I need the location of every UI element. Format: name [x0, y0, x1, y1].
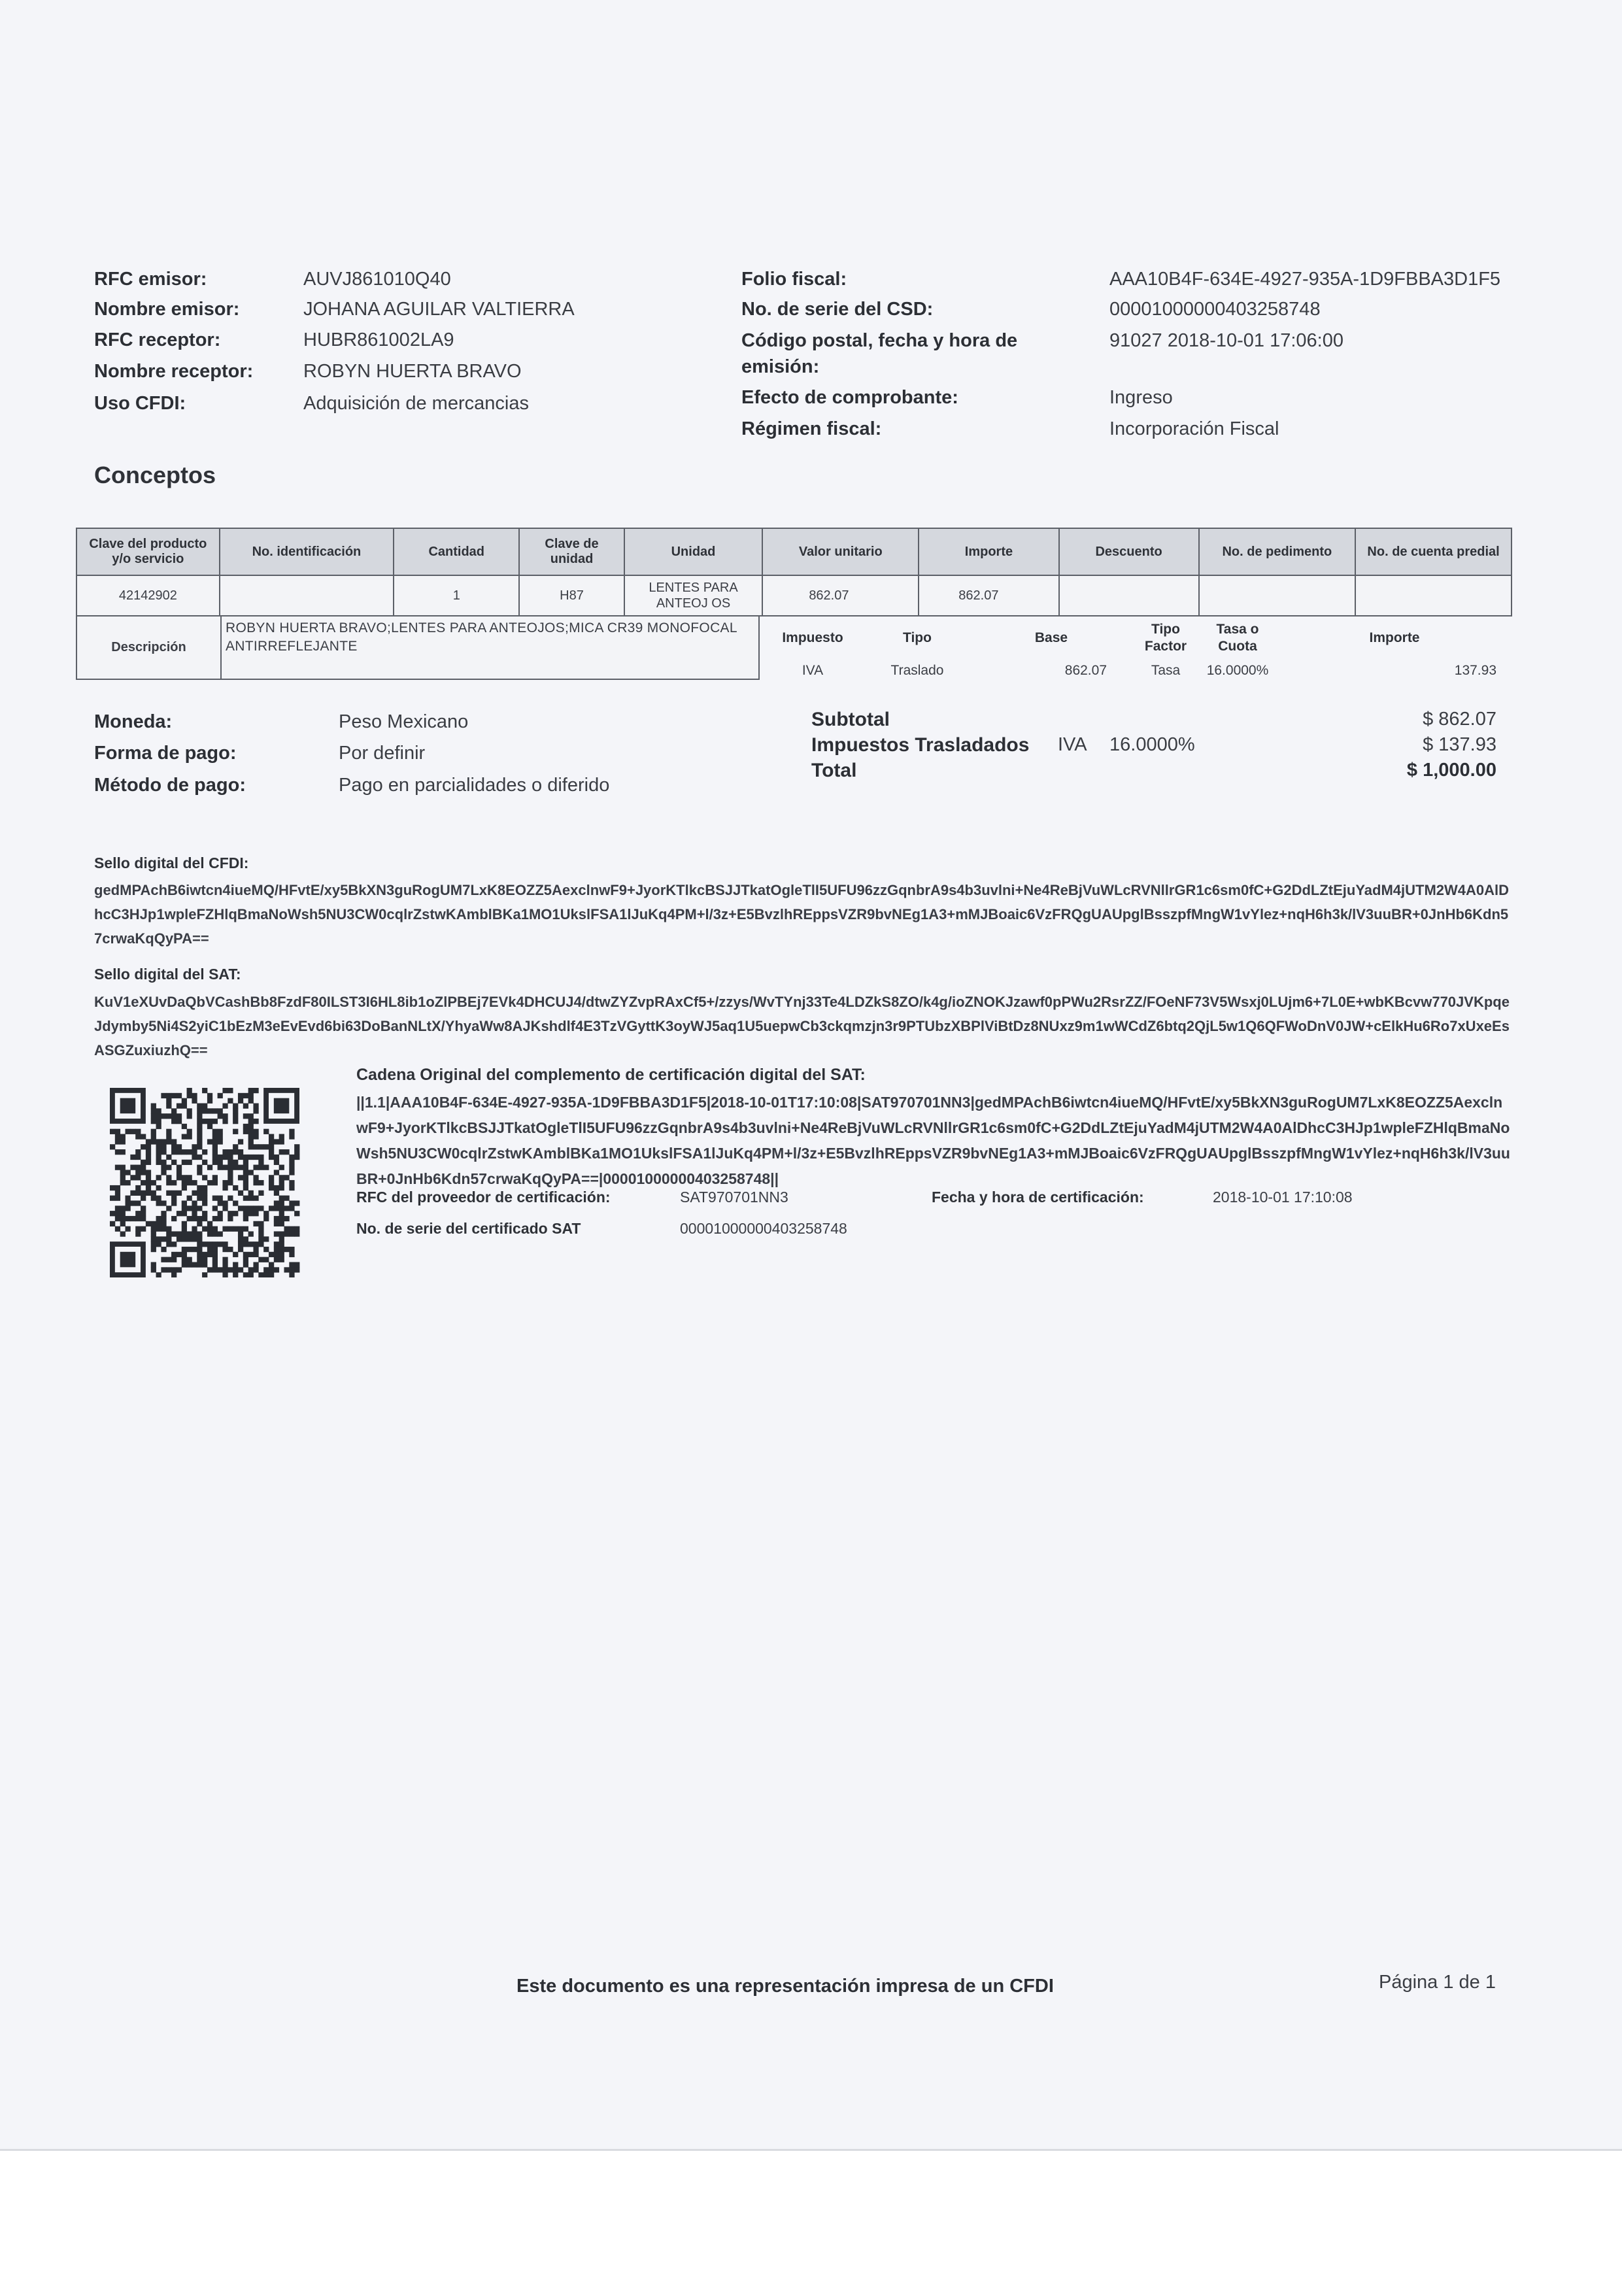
impuestos-table	[760, 618, 1512, 684]
total-label: Total	[811, 760, 857, 781]
qr-code-image	[110, 1088, 302, 1277]
th-descuento: Descuento	[1059, 528, 1199, 575]
scan-bottom-edge	[0, 2149, 1622, 2296]
th-clave-unidad: Clave de unidad	[519, 528, 624, 575]
impuestos-value: $ 137.93	[1423, 734, 1496, 755]
moneda-value: Peso Mexicano	[339, 711, 469, 732]
rfc-receptor-value: HUBR861002LA9	[303, 329, 454, 350]
descripcion-table	[76, 615, 760, 680]
sello-sat-label: Sello digital del SAT:	[94, 966, 241, 983]
nombre-receptor-value: ROBYN HUERTA BRAVO	[303, 361, 522, 382]
rfc-emisor-value: AUVJ861010Q40	[303, 269, 451, 290]
serie-sat-value: 00001000000403258748	[680, 1220, 847, 1237]
sello-cfdi-value: gedMPAchB6iwtcn4iueMQ/HFvtE/xy5BkXN3guRogUM7LxK8EOZZ5AexclnwF9+JyorKTlkcBSJJTkatOgleTlI5UFU96zzGqnbrA9s4b3uvlni+Ne4ReBjVuWLcRVNllrGR1c6sm0fC+G2DdLZtEjuYadM4jUTM2W4A0AlDhcC3HJp1wpleFZHlqBmaNoWsh5NU3CW0cqlrZstwKAmblBKa1MO1UkslFSA1lJuKq4PM+l/3z+E5BvzlhREppsVZR9bvNEg1A3+mMJBoaic6VzFRQgUAUpglBsszpfMngW1vYlez+nqH6h3k/lV3uuBR+0JnHb6Kdn57crwaKqQyPA==	[94, 882, 1510, 947]
impuestos-trasladados-label: Impuestos Trasladados	[811, 734, 1030, 756]
cell-no-pedimento	[1199, 575, 1356, 616]
th-cantidad: Cantidad	[394, 528, 519, 575]
tax-tasa: 16.0000%	[1206, 663, 1269, 678]
metodo-pago-label: Método de pago:	[94, 775, 246, 796]
nombre-receptor-label: Nombre receptor:	[94, 361, 254, 382]
descripcion-label: Descripción	[76, 616, 221, 679]
nombre-emisor-value: JOHANA AGUILAR VALTIERRA	[303, 299, 575, 320]
rfc-proveedor-value: SAT970701NN3	[680, 1189, 788, 1206]
cell-importe: 862.07	[919, 575, 1058, 616]
tax-th-base: Base	[1034, 630, 1068, 645]
tax-th-importe: Importe	[1369, 630, 1420, 645]
cell-clave-producto: 42142902	[76, 575, 220, 616]
qr-code-graphic	[110, 1088, 302, 1277]
table-row	[760, 658, 1512, 684]
efecto-value: Ingreso	[1109, 387, 1173, 408]
fecha-certificacion-label: Fecha y hora de certificación:	[932, 1189, 1144, 1206]
metodo-pago-value: Pago en parcialidades o diferido	[339, 775, 610, 796]
th-no-identificacion: No. identificación	[220, 528, 394, 575]
cell-unidad: LENTES PARA ANTEOJ OS	[624, 575, 763, 616]
uso-cfdi-value: Adquisición de mercancias	[303, 393, 529, 414]
subtotal-value: $ 862.07	[1423, 709, 1496, 730]
fecha-certificacion-value: 2018-10-01 17:10:08	[1213, 1189, 1353, 1206]
cell-descuento	[1059, 575, 1199, 616]
folio-fiscal-label: Folio fiscal:	[741, 269, 847, 290]
tax-base: 862.07	[1064, 663, 1107, 678]
tax-th-tipo-factor: Tipo Factor	[1144, 622, 1187, 654]
th-no-pedimento: No. de pedimento	[1199, 528, 1356, 575]
faint-watermark	[713, 20, 730, 92]
conceptos-table	[76, 528, 1512, 616]
tax-impuesto: IVA	[802, 663, 824, 678]
cadena-original-label: Cadena Original del complemento de certificación digital del SAT:	[356, 1066, 866, 1084]
cell-no-identificacion	[220, 575, 394, 616]
cell-valor-unitario: 862.07	[762, 575, 919, 616]
cp-fecha-label-2: emisión:	[741, 356, 820, 377]
folio-fiscal-value: AAA10B4F-634E-4927-935A-1D9FBBA3D1F5	[1109, 269, 1501, 290]
th-valor-unitario: Valor unitario	[762, 528, 919, 575]
impuestos-tasa: 16.0000%	[1109, 734, 1195, 755]
total-value: $ 1,000.00	[1406, 760, 1496, 781]
tax-th-tasa-cuota: Tasa o Cuota	[1216, 622, 1259, 654]
efecto-label: Efecto de comprobante:	[741, 387, 958, 408]
conceptos-title: Conceptos	[94, 462, 216, 488]
uso-cfdi-label: Uso CFDI:	[94, 393, 186, 414]
descripcion-value: ROBYN HUERTA BRAVO;LENTES PARA ANTEOJOS;MICA CR39 MONOFOCAL ANTIRREFLEJANTE	[221, 616, 759, 679]
forma-pago-value: Por definir	[339, 743, 426, 764]
cp-fecha-label: Código postal, fecha y hora de	[741, 330, 1018, 351]
cp-fecha-value: 91027 2018-10-01 17:06:00	[1109, 330, 1343, 351]
sello-cfdi-label: Sello digital del CFDI:	[94, 854, 249, 871]
serie-sat-label: No. de serie del certificado SAT	[356, 1220, 581, 1237]
tax-importe: 137.93	[1454, 663, 1496, 678]
tax-tipo-factor: Tasa	[1151, 663, 1181, 678]
th-unidad: Unidad	[624, 528, 763, 575]
impuestos-tipo: IVA	[1058, 734, 1087, 755]
serie-csd-value: 00001000000403258748	[1109, 299, 1321, 320]
subtotal-label: Subtotal	[811, 709, 890, 730]
th-no-cuenta-predial: No. de cuenta predial	[1355, 528, 1512, 575]
cadena-original-value: ||1.1|AAA10B4F-634E-4927-935A-1D9FBBA3D1F5|2018-10-01T17:10:08|SAT970701NN3|gedMPAchB6iwtcn4iueMQ/HFvtE/xy5BkXN3guRogUM7LxK8EOZZ5AexclnwF9+JyorKTlkcBSJJTkatOgleTlI5UFU96zzGqnbrA9s4b3uvlni+Ne4ReBjVuWLcRVNllrGR1c6sm0fC+G2DdLZtEjuYadM4jUTM2W4A0AlDhcC3HJp1wpleFZHlqBmaNoWsh5NU3CW0cqlrZstwKAmblBKa1MO1UkslFSA1lJuKq4PM+l/3z+E5BvzlhREppsVZR9bvNEg1A3+mMJBoaic6VzFRQgUAUpglBsszpfMngW1vYlez+nqH6h3k/lV3uuBR+0JnHb6Kdn57crwaKqQyPA==|00001000000403258748||	[356, 1094, 1510, 1187]
sello-sat-value: KuV1eXUvDaQbVCashBb8FzdF80ILST3I6HL8ib1oZlPBEj7EVk4DHCUJ4/dtwZYZvpRAxCf5+/zzys/WvTYnj33Te4LDZkS8ZO/k4g/ioZNOKJzawf0pPWu2RsrZZ/FOeNF73V5Wsxj0LUjm6+7L0E+wbKBcvw770JVKpqeJdymby5Ni4S2yiC1bEzM3eEvEvd6bi63DoBanNLtX/YhyaWw8AJKshdlf4E3TzVGyttK3oyWJ5aq1U5uepwCb3ckqmzjn3r9PTUbzXBPlViBtDz8NUxz9m1wWCdZ6btq2QjL5w1Q6QFWoDnV0JW+cElkHu6Ro7xUxeEsASGZuxiuzhQ==	[94, 994, 1510, 1058]
tax-tipo: Traslado	[890, 663, 944, 678]
regimen-label: Régimen fiscal:	[741, 418, 882, 439]
table-row	[76, 575, 1512, 616]
regimen-value: Incorporación Fiscal	[1109, 418, 1279, 439]
rfc-receptor-label: RFC receptor:	[94, 329, 221, 350]
forma-pago-label: Forma de pago:	[94, 743, 237, 764]
rfc-proveedor-label: RFC del proveedor de certificación:	[356, 1189, 611, 1206]
th-clave-producto: Clave del producto y/o servicio	[76, 528, 220, 575]
cell-clave-unidad: H87	[519, 575, 624, 616]
cell-cantidad: 1	[394, 575, 519, 616]
nombre-emisor-label: Nombre emisor:	[94, 299, 240, 320]
moneda-label: Moneda:	[94, 711, 173, 732]
tax-th-tipo: Tipo	[903, 630, 932, 645]
tax-th-impuestos: Impuesto	[782, 630, 843, 645]
th-importe: Importe	[919, 528, 1058, 575]
rfc-emisor-label: RFC emisor:	[94, 269, 207, 290]
page-number: Página 1 de 1	[1379, 1972, 1496, 1993]
serie-csd-label: No. de serie del CSD:	[741, 299, 934, 320]
cell-no-cuenta-predial	[1355, 575, 1512, 616]
leyenda-cfdi: Este documento es una representación impresa de un CFDI	[516, 1976, 1054, 1997]
